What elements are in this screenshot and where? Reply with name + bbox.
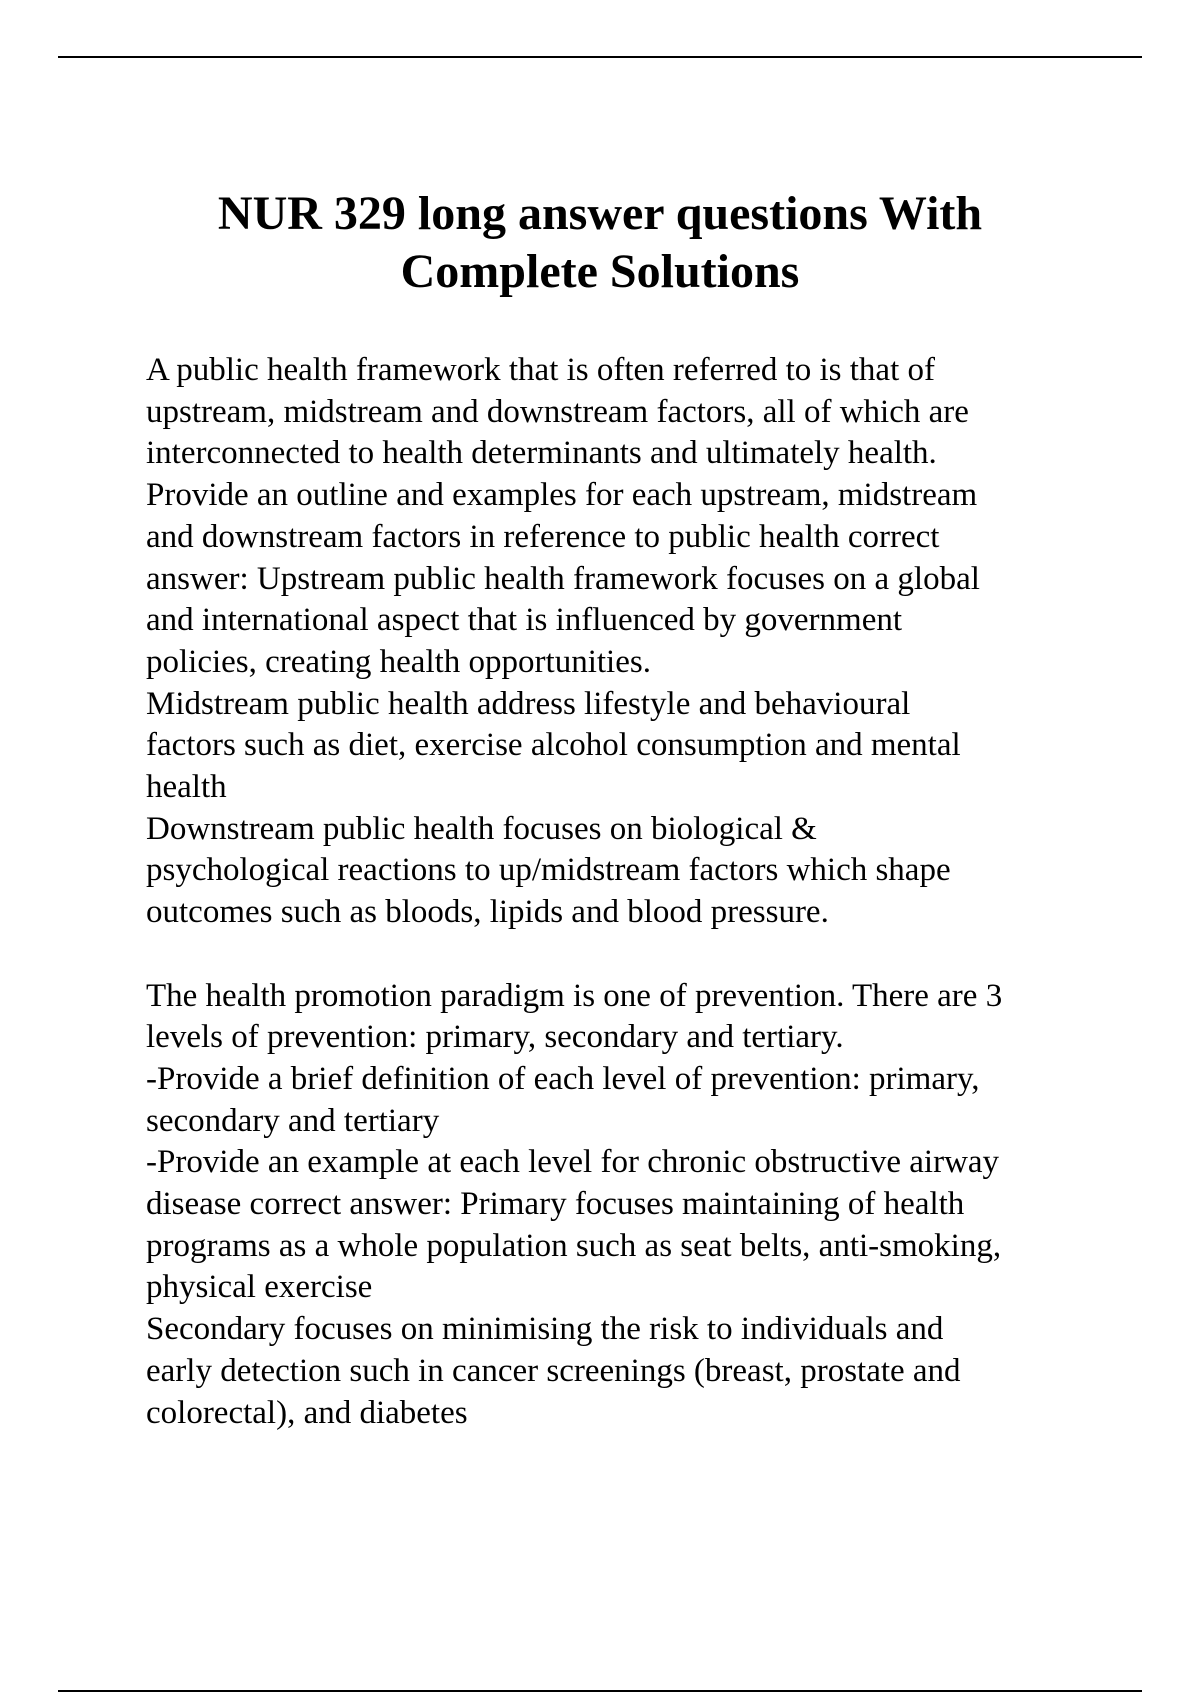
document-body [146, 350, 1146, 1434]
text-line: interconnected to health determinants and ultimately health. [146, 435, 937, 472]
text-line: and downstream factors in reference to public health correct [146, 518, 940, 555]
text-line: Secondary focuses on minimising the risk to individuals and [146, 1311, 944, 1348]
text-line: colorectal), and diabetes [146, 1394, 468, 1431]
text-line: health [146, 769, 227, 806]
text-line: -Provide an example at each level for chronic obstructive airway [146, 1144, 1000, 1181]
top-rule [58, 56, 1142, 58]
text-line: outcomes such as bloods, lipids and blood pressure. [146, 894, 829, 931]
text-line: and international aspect that is influenced by government [146, 602, 903, 639]
text-line: upstream, midstream and downstream factors, all of which are [146, 393, 969, 430]
paragraph-spacer [146, 934, 1146, 976]
title-line: NUR 329 long answer questions With [217, 187, 983, 240]
text-line: early detection such in cancer screenings (breast, prostate and [146, 1352, 961, 1389]
text-line: programs as a whole population such as seat belts, anti-smoking, [146, 1227, 1002, 1264]
text-line: physical exercise [146, 1269, 373, 1306]
text-line: psychological reactions to up/midstream factors which shape [146, 852, 951, 889]
text-line: disease correct answer: Primary focuses maintaining of health [146, 1186, 965, 1223]
text-line: secondary and tertiary [146, 1102, 440, 1139]
text-line: policies, creating health opportunities. [146, 643, 651, 680]
text-line: -Provide a brief definition of each level of prevention: primary, [146, 1060, 980, 1097]
text-line: A public health framework that is often referred to is that of [146, 352, 935, 388]
text-line: answer: Upstream public health framework focuses on a global [146, 560, 980, 597]
bottom-rule [58, 1690, 1142, 1692]
text-line: Downstream public health focuses on biological & [146, 810, 817, 847]
text-line: factors such as diet, exercise alcohol consumption and mental [146, 727, 961, 764]
text-line: Provide an outline and examples for each upstream, midstream [146, 477, 978, 514]
document-title [120, 185, 1080, 301]
title-line: Complete Solutions [400, 245, 800, 298]
paragraph-upstream-midstream-downstream [146, 350, 1146, 934]
text-line: levels of prevention: primary, secondary and tertiary. [146, 1019, 844, 1056]
text-line: Midstream public health address lifestyle and behavioural [146, 685, 911, 722]
paragraph-prevention-levels [146, 976, 1146, 1435]
text-line: The health promotion paradigm is one of prevention. There are 3 [146, 977, 1003, 1014]
